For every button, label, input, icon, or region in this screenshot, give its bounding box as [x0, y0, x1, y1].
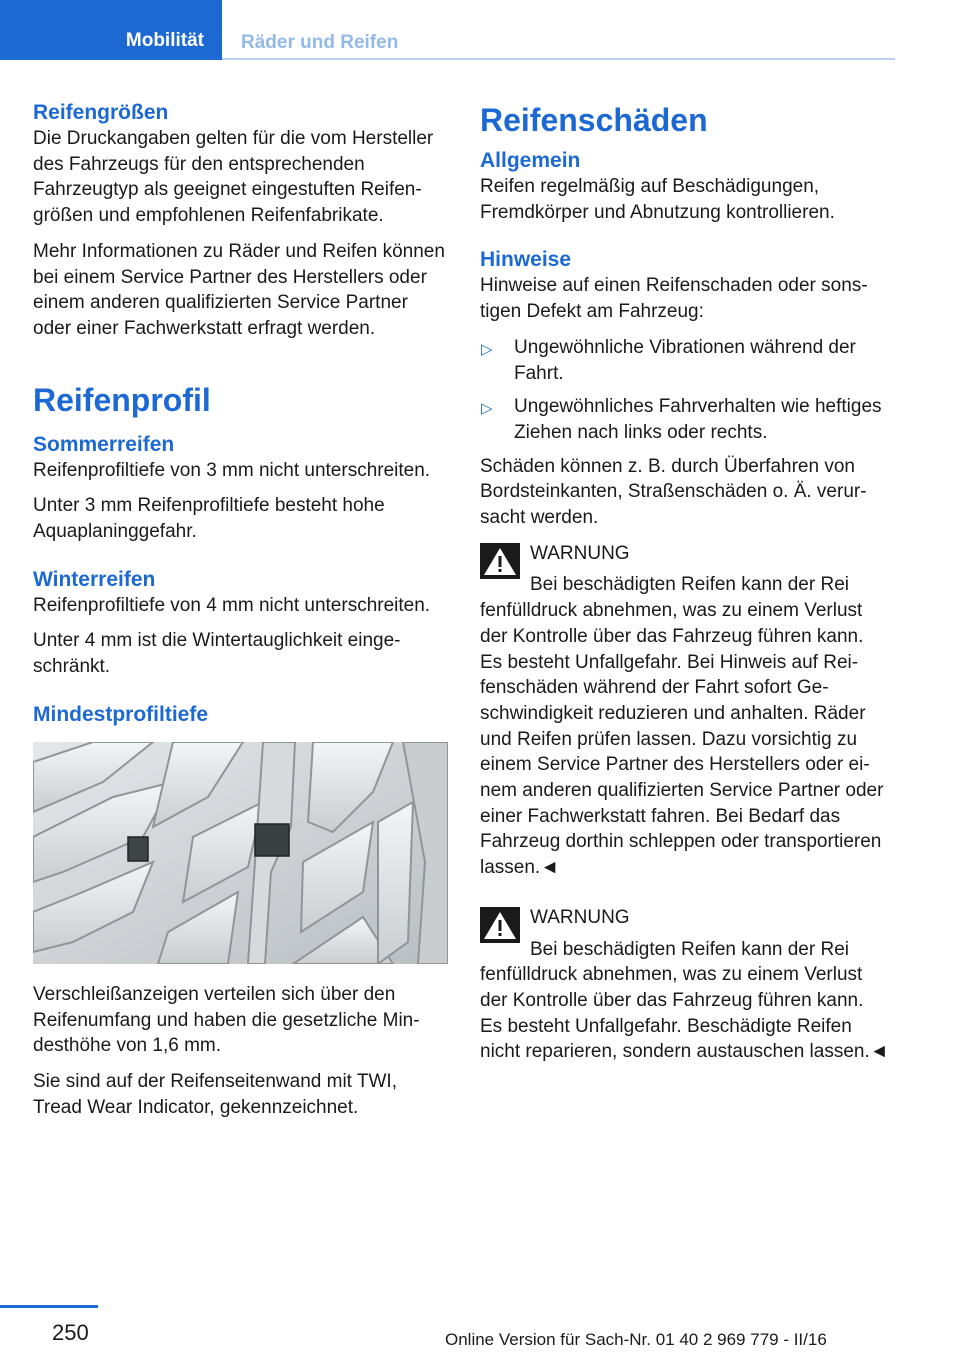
warning-label-2: WARNUNG — [530, 906, 630, 928]
tire-tread-wear-indicator-image — [33, 742, 448, 964]
paragraph-allgemein: Reifen regelmäßig auf Beschädigungen, Fremdkörper und Abnutzung kontrollieren. — [480, 176, 835, 223]
right-column — [480, 100, 890, 1077]
warning-text-2-rest: fenfülldruck abnehmen, was zu einem Verlust der Kontrolle über das Fahrzeug führen kann. Es besteht Unfallgefahr. Beschädigte Reifen nicht reparieren, sondern austauschen lassen.◄ — [480, 964, 889, 1063]
warning-label-1: WARNUNG — [530, 542, 630, 564]
paragraph-mindest-2: Sie sind auf der Reifenseitenwand mit TWI, Tread Wear Indicator, gekennzeichnet. — [33, 1070, 397, 1118]
warning-box-1 — [480, 541, 890, 881]
left-column — [33, 100, 448, 1130]
triangle-bullet-icon: ▷ — [481, 400, 493, 418]
paragraph-sommerreifen-1: Reifenprofiltiefe von 3 mm nicht unterschreiten. — [33, 459, 431, 481]
heading-mindestprofiltiefe: Mindestprofiltiefe — [33, 702, 209, 726]
list-item — [480, 335, 890, 386]
list-item — [480, 394, 890, 445]
hinweise-list — [480, 335, 890, 446]
triangle-bullet-icon: ▷ — [481, 340, 493, 358]
page-number: 250 — [52, 1320, 89, 1345]
heading-reifenschaeden: Reifenschäden — [480, 102, 708, 138]
warning-triangle-icon — [480, 543, 520, 579]
header-tab-mobilitaet[interactable] — [0, 0, 222, 60]
header-tab-mobilitaet-label: Mobilität — [125, 30, 204, 51]
warning-text-1-rest: fenfülldruck abnehmen, was zu einem Verlust der Kontrolle über das Fahrzeug führen kann. Es besteht Unfallgefahr. Bei Hinweis auf Reifenschäden während der Fahrt sofort Geschwindigkeit reduzieren und anhalten. Räder und Reifen prüfen lassen. Dazu vorsichtig zu einem Service Partner des Herstellers oder einem anderen qualifizierten Service Partner oder einer Fachwerkstatt fahren. Bei Bedarf das Fahrzeug dorthin schleppen oder transportieren lassen.◄ — [480, 600, 884, 879]
footer-divider — [0, 1305, 98, 1308]
heading-reifenprofil: Reifenprofil — [33, 381, 211, 418]
header-tab-raeder-und-reifen[interactable] — [241, 30, 398, 60]
warning-box-2 — [480, 905, 890, 1065]
heading-allgemein: Allgemein — [480, 149, 581, 172]
warning-text-2-first: Bei beschädigten Reifen kann der Rei — [530, 938, 849, 960]
heading-sommerreifen: Sommerreifen — [33, 432, 175, 456]
paragraph-reifengroessen-1: Die Druckangaben gelten für die vom Hersteller des Fahrzeugs für den entsprechenden Fahrzeugtyp als geeignet eingestuften Reifengrößen und empfohlenen Reifenfabrikate. — [33, 128, 434, 227]
warning-text-1-first: Bei beschädigten Reifen kann der Rei — [530, 574, 849, 596]
paragraph-hinweise: Hinweise auf einen Reifenschaden oder sonstigen Defekt am Fahrzeug: — [480, 275, 868, 323]
heading-reifengroessen: Reifengrößen — [33, 101, 169, 124]
online-version-note: Online Version für Sach-Nr. 01 40 2 969 779 - II/16 — [445, 1330, 827, 1349]
header-tab-raeder-label: Räder und Reifen — [241, 32, 399, 53]
header-divider — [222, 58, 895, 60]
paragraph-reifengroessen-2: Mehr Informationen zu Räder und Reifen können bei einem Service Partner des Herstellers oder einem anderen qualifizierten Service Partner oder einer Fachwerkstatt erfragt werden. — [33, 240, 445, 339]
paragraph-mindest-1: Verschleißanzeigen verteilen sich über den Reifenumfang und haben die gesetzliche Mindesthöhe von 1,6 mm. — [33, 983, 420, 1057]
paragraph-sommerreifen-2: Unter 3 mm Reifenprofiltiefe besteht hohe Aquaplaninggefahr. — [33, 495, 385, 543]
heading-hinweise: Hinweise — [480, 248, 572, 272]
list-item-text: Ungewöhnliches Fahrverhalten wie heftiges Ziehen nach links oder rechts. — [514, 396, 882, 443]
list-item-text: Ungewöhnliche Vibrationen während der Fahrt. — [514, 336, 856, 384]
paragraph-winterreifen-2: Unter 4 mm ist die Wintertauglichkeit eingeschränkt. — [33, 630, 401, 678]
paragraph-winterreifen-1: Reifenprofiltiefe von 4 mm nicht unterschreiten. — [33, 594, 431, 616]
paragraph-schaeden: Schäden können z. B. durch Überfahren von Bordsteinkanten, Straßenschäden o. Ä. verursacht werden. — [480, 455, 867, 529]
warning-triangle-icon — [480, 907, 520, 943]
heading-winterreifen: Winterreifen — [33, 567, 156, 591]
